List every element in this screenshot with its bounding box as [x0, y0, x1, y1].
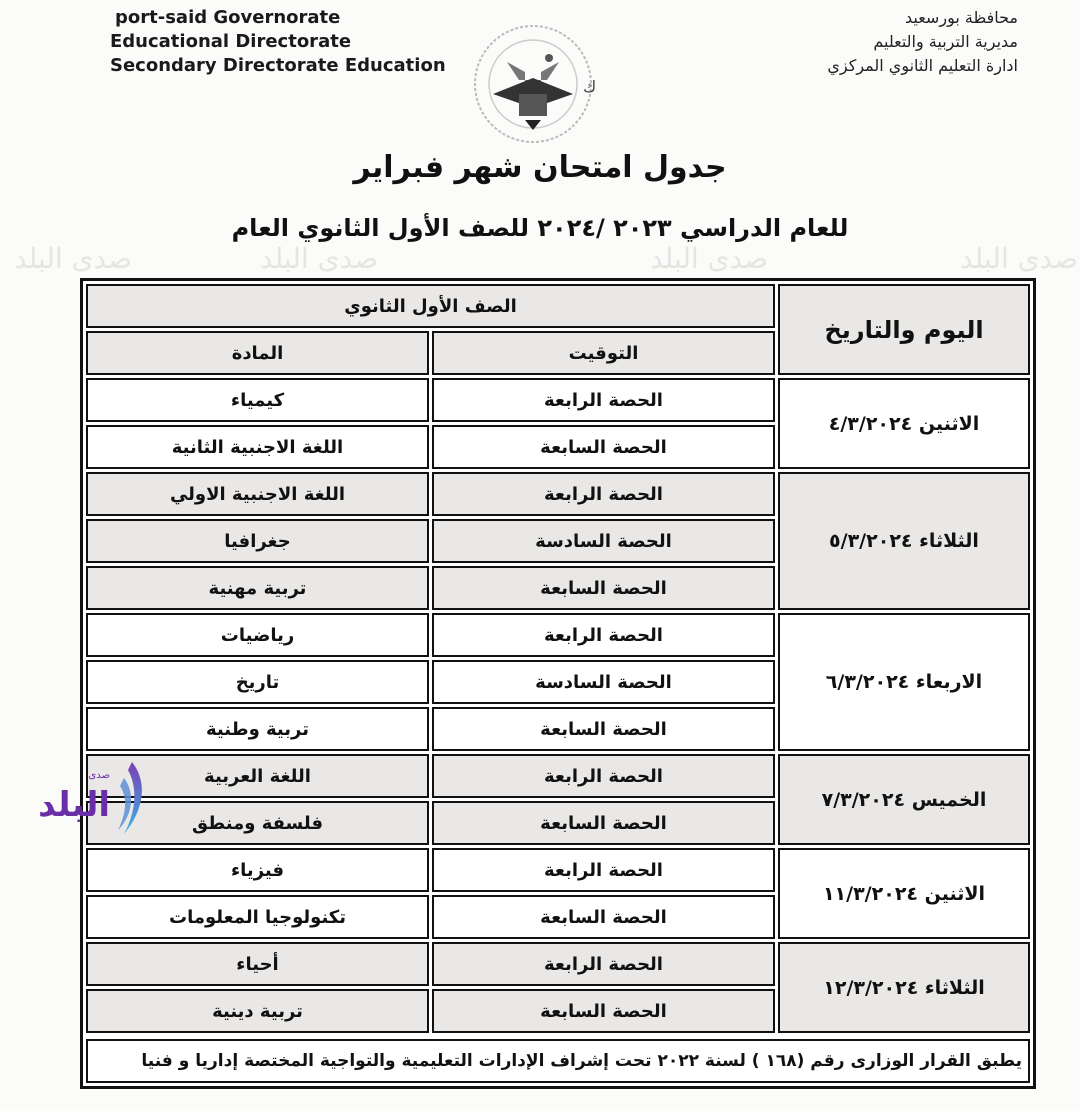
governorate-en: port-said Governorate	[115, 7, 341, 28]
directorate-en: Educational Directorate	[110, 31, 352, 52]
exam-day-date: الثلاثاء ١٢/٣/٢٠٢٤	[778, 942, 1030, 1033]
exam-subject: تربية وطنية	[86, 707, 429, 751]
exam-schedule-table	[80, 278, 1036, 1089]
exam-subject: كيمياء	[86, 378, 429, 422]
watermark-text: صدى البلد	[960, 242, 1079, 275]
directorate-ar: مديرية التربية والتعليم	[873, 32, 1018, 51]
exam-subject: تربية مهنية	[86, 566, 429, 610]
header-time: التوقيت	[432, 331, 775, 375]
table-row	[86, 378, 1030, 422]
exam-period: الحصة الرابعة	[432, 848, 775, 892]
exam-period: الحصة السابعة	[432, 801, 775, 845]
arabic-header	[827, 6, 1018, 78]
secondary-directorate-ar: ادارة التعليم الثانوي المركزي	[827, 56, 1018, 75]
exam-period: الحصة الرابعة	[432, 472, 775, 516]
exam-subject: أحياء	[86, 942, 429, 986]
exam-period: الحصة الرابعة	[432, 378, 775, 422]
watermark-text: صدى البلد	[260, 242, 379, 275]
sada-elbalad-logo-icon	[40, 758, 150, 838]
exam-subject: تاريخ	[86, 660, 429, 704]
exam-day-date: الاربعاء ٦/٣/٢٠٢٤	[778, 613, 1030, 751]
exam-period: الحصة الرابعة	[432, 942, 775, 986]
footer-note: يطبق القرار الوزارى رقم (١٦٨ ) لسنة ٢٠٢٢ تحت إشراف الإدارات التعليمية والتواجية المختصة إداريا و فنيا	[86, 1039, 1030, 1083]
exam-subject: اللغة الاجنبية الثانية	[86, 425, 429, 469]
exam-subject: اللغة الاجنبية الاولي	[86, 472, 429, 516]
exam-period: الحصة الرابعة	[432, 613, 775, 657]
exam-period: الحصة السادسة	[432, 660, 775, 704]
watermark-text: صدى البلد	[14, 242, 133, 275]
secondary-directorate-en: Secondary Directorate Education	[110, 55, 446, 76]
exam-day-date: الثلاثاء ٥/٣/٢٠٢٤	[778, 472, 1030, 610]
svg-text:ك: ك	[583, 77, 597, 96]
exam-period: الحصة السابعة	[432, 895, 775, 939]
exam-subject: تربية دينية	[86, 989, 429, 1033]
exam-subject: رياضيات	[86, 613, 429, 657]
governorate-ar: محافظة بورسعيد	[904, 8, 1018, 27]
exam-day-date: الاثنين ٤/٣/٢٠٢٤	[778, 378, 1030, 469]
exam-period: الحصة السابعة	[432, 425, 775, 469]
table-row	[86, 613, 1030, 657]
english-header	[110, 6, 446, 78]
exam-period: الحصة الرابعة	[432, 754, 775, 798]
watermark-text: صدى البلد	[650, 242, 769, 275]
exam-subject: فيزياء	[86, 848, 429, 892]
brand-logo-text: البلد	[40, 785, 110, 825]
directorate-seal-icon	[455, 22, 625, 147]
exam-day-date: الاثنين ١١/٣/٢٠٢٤	[778, 848, 1030, 939]
header-day-date: اليوم والتاريخ	[778, 284, 1030, 375]
exam-day-date: الخميس ٧/٣/٢٠٢٤	[778, 754, 1030, 845]
exam-period: الحصة السابعة	[432, 707, 775, 751]
table-row	[86, 472, 1030, 516]
exam-period: الحصة السادسة	[432, 519, 775, 563]
exam-subject: فلسفة ومنطق	[86, 801, 429, 845]
header-subject: المادة	[86, 331, 429, 375]
exam-subject: اللغة العربية	[86, 754, 429, 798]
exam-period: الحصة السابعة	[432, 566, 775, 610]
brand-logo-small: صدى	[88, 770, 110, 781]
exam-period: الحصة السابعة	[432, 989, 775, 1033]
table-row	[86, 942, 1030, 986]
exam-subject: جغرافيا	[86, 519, 429, 563]
page-title: جدول امتحان شهر فبراير	[353, 150, 727, 185]
table-row	[86, 848, 1030, 892]
header-grade: الصف الأول الثانوي	[86, 284, 775, 328]
exam-subject: تكنولوجيا المعلومات	[86, 895, 429, 939]
page-subtitle: للعام الدراسي ٢٠٢٣ /٢٠٢٤ للصف الأول الثانوي العام	[231, 214, 849, 242]
table-row	[86, 754, 1030, 798]
